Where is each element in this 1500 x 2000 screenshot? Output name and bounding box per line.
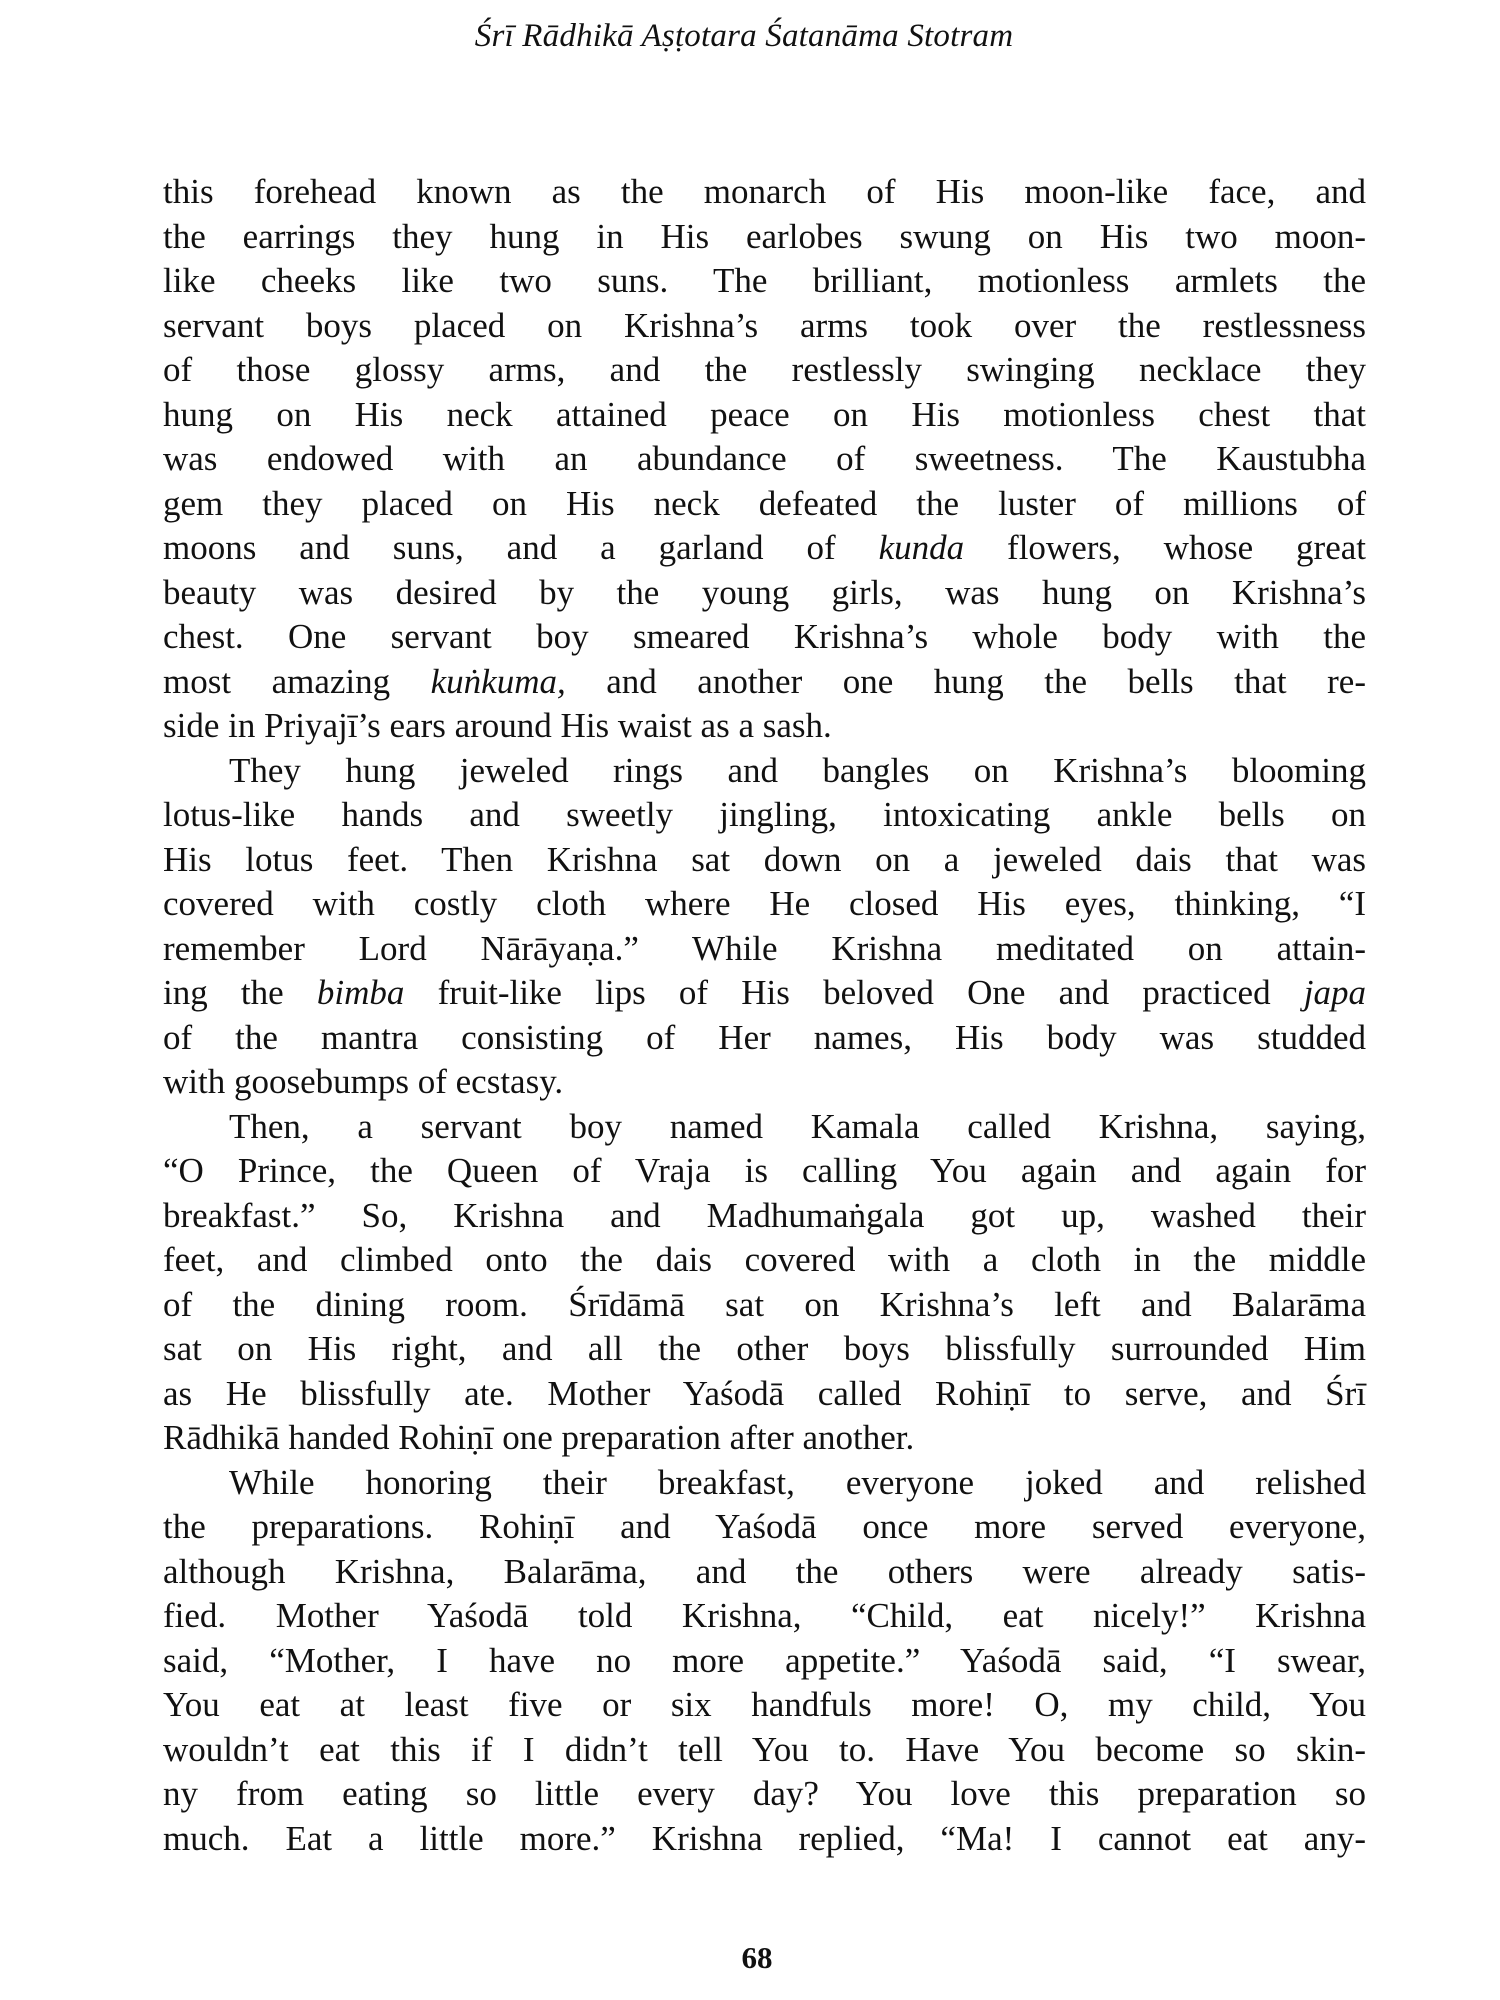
text-line: was endowed with an abundance of sweetness. The Kaustubha	[163, 439, 1366, 478]
italic-term: bimba	[316, 973, 405, 1012]
text-line: They hung jeweled rings and bangles on Krishna’s blooming	[229, 750, 1366, 790]
text-line: You eat at least five or six handfuls more! O, my child, You	[163, 1685, 1366, 1724]
text-line: beauty was desired by the young girls, was hung on Krishna’s	[163, 572, 1366, 612]
text-line: hung on His neck attained peace on His motionless chest that	[163, 394, 1366, 434]
italic-term: kuṅkuma,	[430, 661, 566, 701]
text-line: most amazing kuṅkuma, and another one hung the bells that re-	[163, 661, 1366, 701]
text-line: moons and suns, and a garland of kunda flowers, whose great	[163, 528, 1366, 567]
text-line: with goosebumps of ecstasy.	[163, 1062, 564, 1101]
text-line: servant boys placed on Krishna’s arms took over the restlessness	[163, 305, 1366, 345]
body-text	[163, 170, 1366, 1861]
text-line: ny from eating so little every day? You love this preparation so	[163, 1774, 1366, 1813]
text-line: sat on His right, and all the other boys blissfully surrounded Him	[163, 1329, 1366, 1368]
text-line: although Krishna, Balarāma, and the others were already satis-	[163, 1551, 1366, 1591]
text-line: gem they placed on His neck defeated the luster of millions of	[163, 483, 1366, 523]
text-line: said, “Mother, I have no more appetite.” Yaśodā said, “I swear,	[163, 1640, 1366, 1680]
text-line: fied. Mother Yaśodā told Krishna, “Child, eat nicely!” Krishna	[163, 1596, 1366, 1635]
text-line: remember Lord Nārāyaṇa.” While Krishna meditated on attain-	[163, 928, 1366, 968]
text-line: covered with costly cloth where He closed His eyes, thinking, “I	[163, 884, 1366, 923]
page-number: 68	[741, 1940, 773, 1975]
text-line: this forehead known as the monarch of His moon-like face, and	[163, 172, 1366, 211]
text-line: of those glossy arms, and the restlessly swinging necklace they	[163, 350, 1366, 389]
text-line: the preparations. Rohiṇī and Yaśodā once more served everyone,	[163, 1507, 1366, 1546]
text-line: of the mantra consisting of Her names, His body was studded	[163, 1017, 1366, 1057]
text-line: His lotus feet. Then Krishna sat down on a jeweled dais that was	[163, 839, 1366, 879]
text-line: the earrings they hung in His earlobes swung on His two moon-	[163, 216, 1366, 256]
text-line: Rādhikā handed Rohiṇī one preparation after another.	[163, 1418, 915, 1457]
running-head-title: Śrī Rādhikā Aṣṭotara Śatanāma Stotram	[474, 18, 1014, 54]
text-line: side in Priyajī’s ears around His waist as a sash.	[163, 706, 832, 745]
text-line: feet, and climbed onto the dais covered with a cloth in the middle	[163, 1240, 1366, 1279]
italic-term: japa	[1303, 973, 1366, 1012]
text-line: ing the bimba fruit-like lips of His beloved One and practiced japa	[163, 973, 1366, 1012]
italic-term: kunda	[878, 528, 965, 567]
text-line: chest. One servant boy smeared Krishna’s whole body with the	[163, 617, 1366, 656]
text-line: Then, a servant boy named Kamala called Krishna, saying,	[229, 1106, 1366, 1146]
text-line: While honoring their breakfast, everyone joked and relished	[229, 1462, 1366, 1502]
text-line: much. Eat a little more.” Krishna replied, “Ma! I cannot eat any-	[163, 1818, 1366, 1858]
text-line: as He blissfully ate. Mother Yaśodā called Rohiṇī to serve, and Śrī	[163, 1373, 1366, 1413]
text-line: like cheeks like two suns. The brilliant, motionless armlets the	[163, 261, 1366, 300]
text-line: “O Prince, the Queen of Vraja is calling You again and again for	[163, 1151, 1366, 1190]
text-line: of the dining room. Śrīdāmā sat on Krishna’s left and Balarāma	[163, 1284, 1366, 1324]
text-line: wouldn’t eat this if I didn’t tell You to. Have You become so skin-	[163, 1729, 1366, 1769]
text-line: breakfast.” So, Krishna and Madhumaṅgala got up, washed their	[163, 1195, 1366, 1235]
text-line: lotus-like hands and sweetly jingling, intoxicating ankle bells on	[163, 795, 1366, 834]
